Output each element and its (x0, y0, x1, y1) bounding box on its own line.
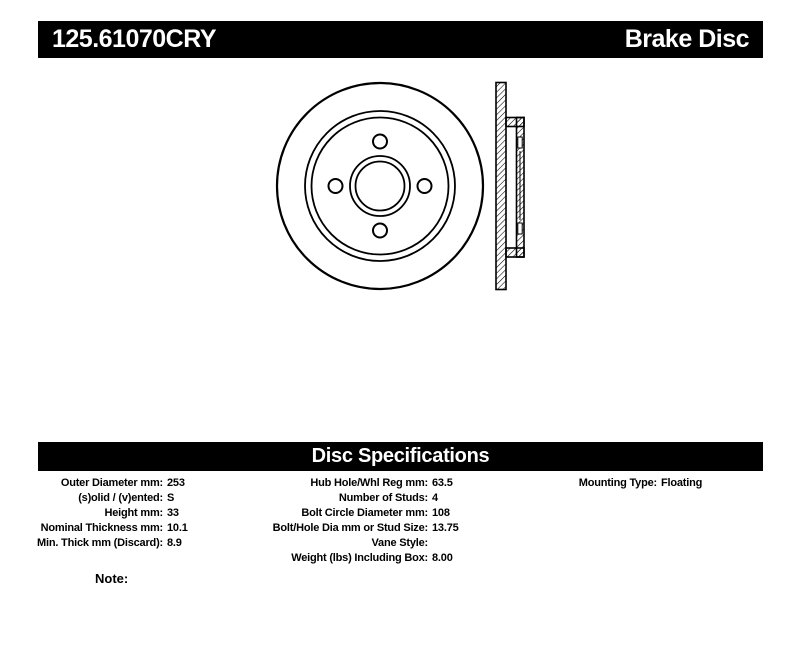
hub-bore-outer-circle (350, 156, 410, 216)
spec-value: Floating (661, 477, 703, 489)
spec-value: 63.5 (432, 477, 453, 489)
spec-label: (s)olid / (v)ented: (78, 492, 163, 504)
spec-label: Number of Studs: (338, 492, 428, 504)
spec-value: 10.1 (167, 522, 188, 534)
spec-row (20, 521, 260, 536)
spec-row (260, 506, 540, 521)
spec-label: Weight (lbs) Including Box: (291, 552, 428, 564)
hub-bore-inner-circle (356, 162, 405, 211)
bolt-hole-right (418, 179, 432, 193)
spec-value: 8.9 (167, 537, 182, 549)
spec-column-left (20, 476, 260, 551)
spec-row (20, 491, 260, 506)
title-bar (38, 21, 763, 58)
bolt-hole-left (329, 179, 343, 193)
spec-label: Mounting Type: (578, 477, 657, 489)
spec-label: Height mm: (104, 507, 163, 519)
spec-row (20, 476, 260, 491)
spec-label: Hub Hole/Whl Reg mm: (310, 477, 428, 489)
spec-row (260, 551, 540, 566)
bolt-hole-bottom (373, 224, 387, 238)
spec-column-middle (260, 476, 540, 566)
spec-row (20, 506, 260, 521)
spec-row (260, 536, 540, 551)
part-number: 125.61070CRY (52, 25, 217, 53)
spec-label: Min. Thick mm (Discard): (37, 537, 163, 549)
hat-ring-inner-circle (312, 118, 449, 255)
spec-section-header (38, 442, 763, 471)
spec-row (260, 476, 540, 491)
disc-side-view (496, 83, 524, 290)
outer-diameter-circle (277, 83, 483, 289)
note-label: Note: (95, 571, 129, 586)
spec-value: 33 (167, 507, 179, 519)
spec-label: Outer Diameter mm: (60, 477, 163, 489)
spec-label: Vane Style: (371, 537, 428, 549)
spec-value: 108 (432, 507, 450, 519)
spec-section-title: Disc Specifications (311, 445, 490, 467)
bolt-hole-top (373, 135, 387, 149)
spec-label: Nominal Thickness mm: (40, 522, 163, 534)
spec-row (20, 536, 260, 551)
disc-front-view (277, 83, 483, 289)
spec-row (260, 521, 540, 536)
spec-value: 253 (167, 477, 185, 489)
rotor-ring-section (496, 83, 506, 290)
product-type: Brake Disc (624, 25, 749, 53)
spec-label: Bolt/Hole Dia mm or Stud Size: (272, 522, 428, 534)
spec-value: S (167, 492, 175, 504)
spec-value: 8.00 (432, 552, 453, 564)
spec-value: 13.75 (432, 522, 459, 534)
spec-value: 4 (432, 492, 438, 504)
spec-label: Bolt Circle Diameter mm: (301, 507, 428, 519)
stud-hole-bottom (518, 223, 522, 234)
spec-row (260, 491, 540, 506)
hat-bottom-flange-section (506, 248, 524, 257)
spec-column-right (540, 476, 790, 491)
technical-drawing (250, 60, 550, 305)
spec-row (540, 476, 790, 491)
stud-hole-top (518, 137, 522, 148)
